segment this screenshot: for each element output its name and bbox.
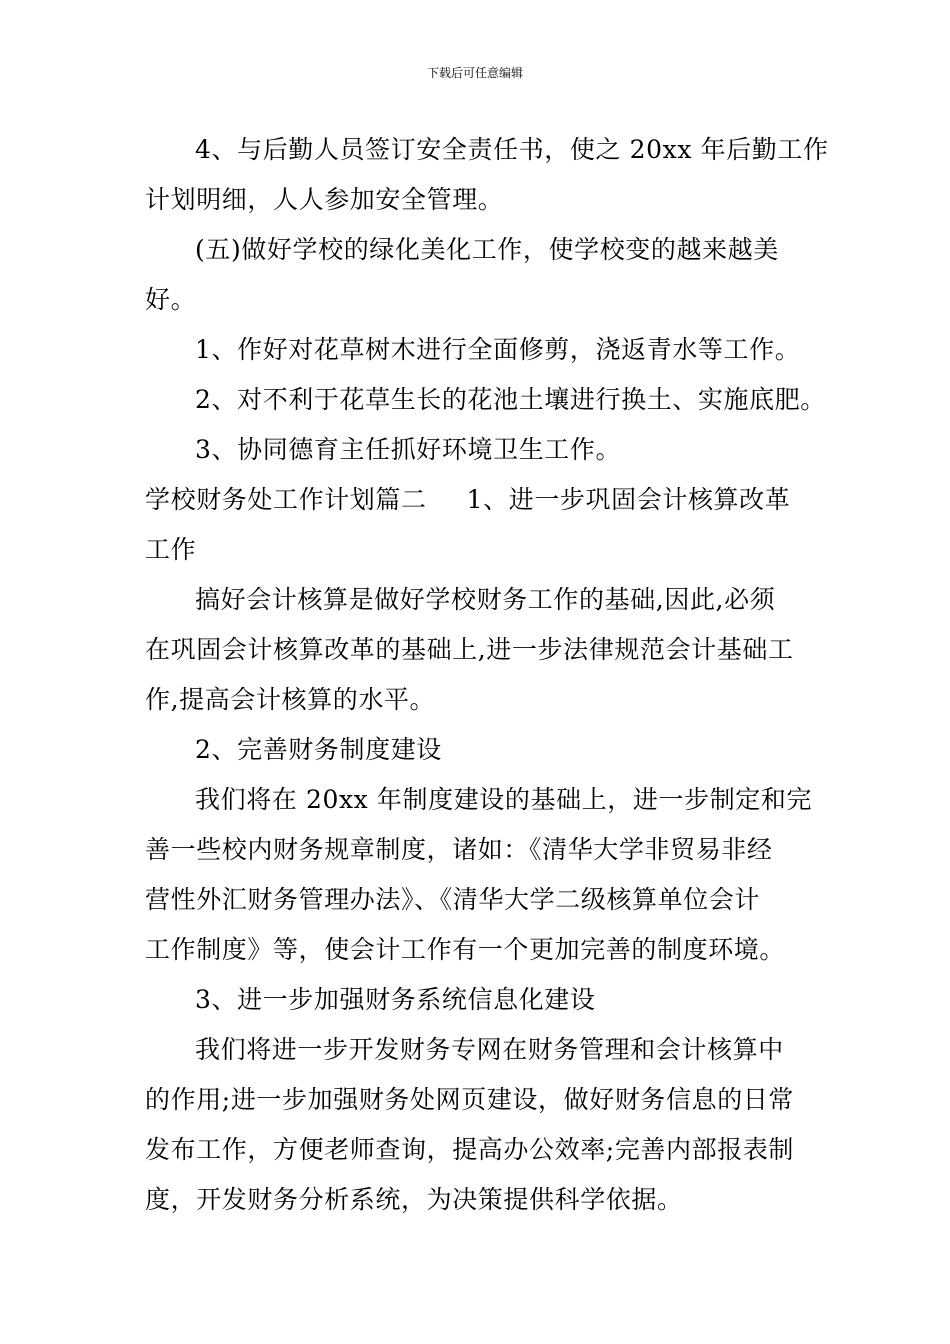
text-line: (五)做好学校的绿化美化工作，使学校变的越来越美 xyxy=(195,235,779,264)
text-line: 营性外汇财务管理办法》、《清华大学二级核算单位会计 xyxy=(145,885,761,914)
text-line: 发布工作，方便老师查询，提高办公效率;完善内部报表制 xyxy=(145,1135,795,1164)
section-first-item: 1、进一步巩固会计核算改革 xyxy=(466,485,791,514)
page-header: 下载后可任意编辑 xyxy=(426,66,523,80)
text-line: 好。 xyxy=(145,285,197,314)
text-line: 工作制度》等，使会计工作有一个更加完善的制度环境。 xyxy=(145,935,786,964)
text-line: 2、完善财务制度建设 xyxy=(195,735,442,764)
section-heading-line xyxy=(145,483,810,517)
text-line: 4、与后勤人员签订安全责任书，使之 20xx 年后勤工作 xyxy=(195,135,829,164)
text-line: 计划明细，人人参加安全管理。 xyxy=(145,185,504,214)
text-line: 在巩固会计核算改革的基础上,进一步法律规范会计基础工 xyxy=(145,635,794,664)
text-line: 作,提高会计核算的水平。 xyxy=(145,685,436,714)
text-line: 度，开发财务分析系统，为决策提供科学依据。 xyxy=(145,1185,683,1214)
text-line: 3、协同德育主任抓好环境卫生工作。 xyxy=(195,435,622,464)
section-title: 学校财务处工作计划篇二 xyxy=(145,485,427,514)
text-line: 工作 xyxy=(145,535,197,564)
text-line: 我们将在 20xx 年制度建设的基础上，进一步制定和完 xyxy=(195,785,813,814)
text-line: 1、作好对花草树木进行全面修剪，浇返青水等工作。 xyxy=(195,335,801,364)
text-line: 我们将进一步开发财务专网在财务管理和会计核算中 xyxy=(195,1035,784,1064)
text-line: 搞好会计核算是做好学校财务工作的基础,因此,必须 xyxy=(195,585,776,614)
text-line: 2、对不利于花草生长的花池土壤进行换土、实施底肥。 xyxy=(195,385,826,414)
text-line: 的作用;进一步加强财务处网页建设，做好财务信息的日常 xyxy=(145,1085,795,1114)
text-line: 善一些校内财务规章制度，诸如：《清华大学非贸易非经 xyxy=(145,835,773,864)
text-line: 3、进一步加强财务系统信息化建设 xyxy=(195,985,596,1014)
